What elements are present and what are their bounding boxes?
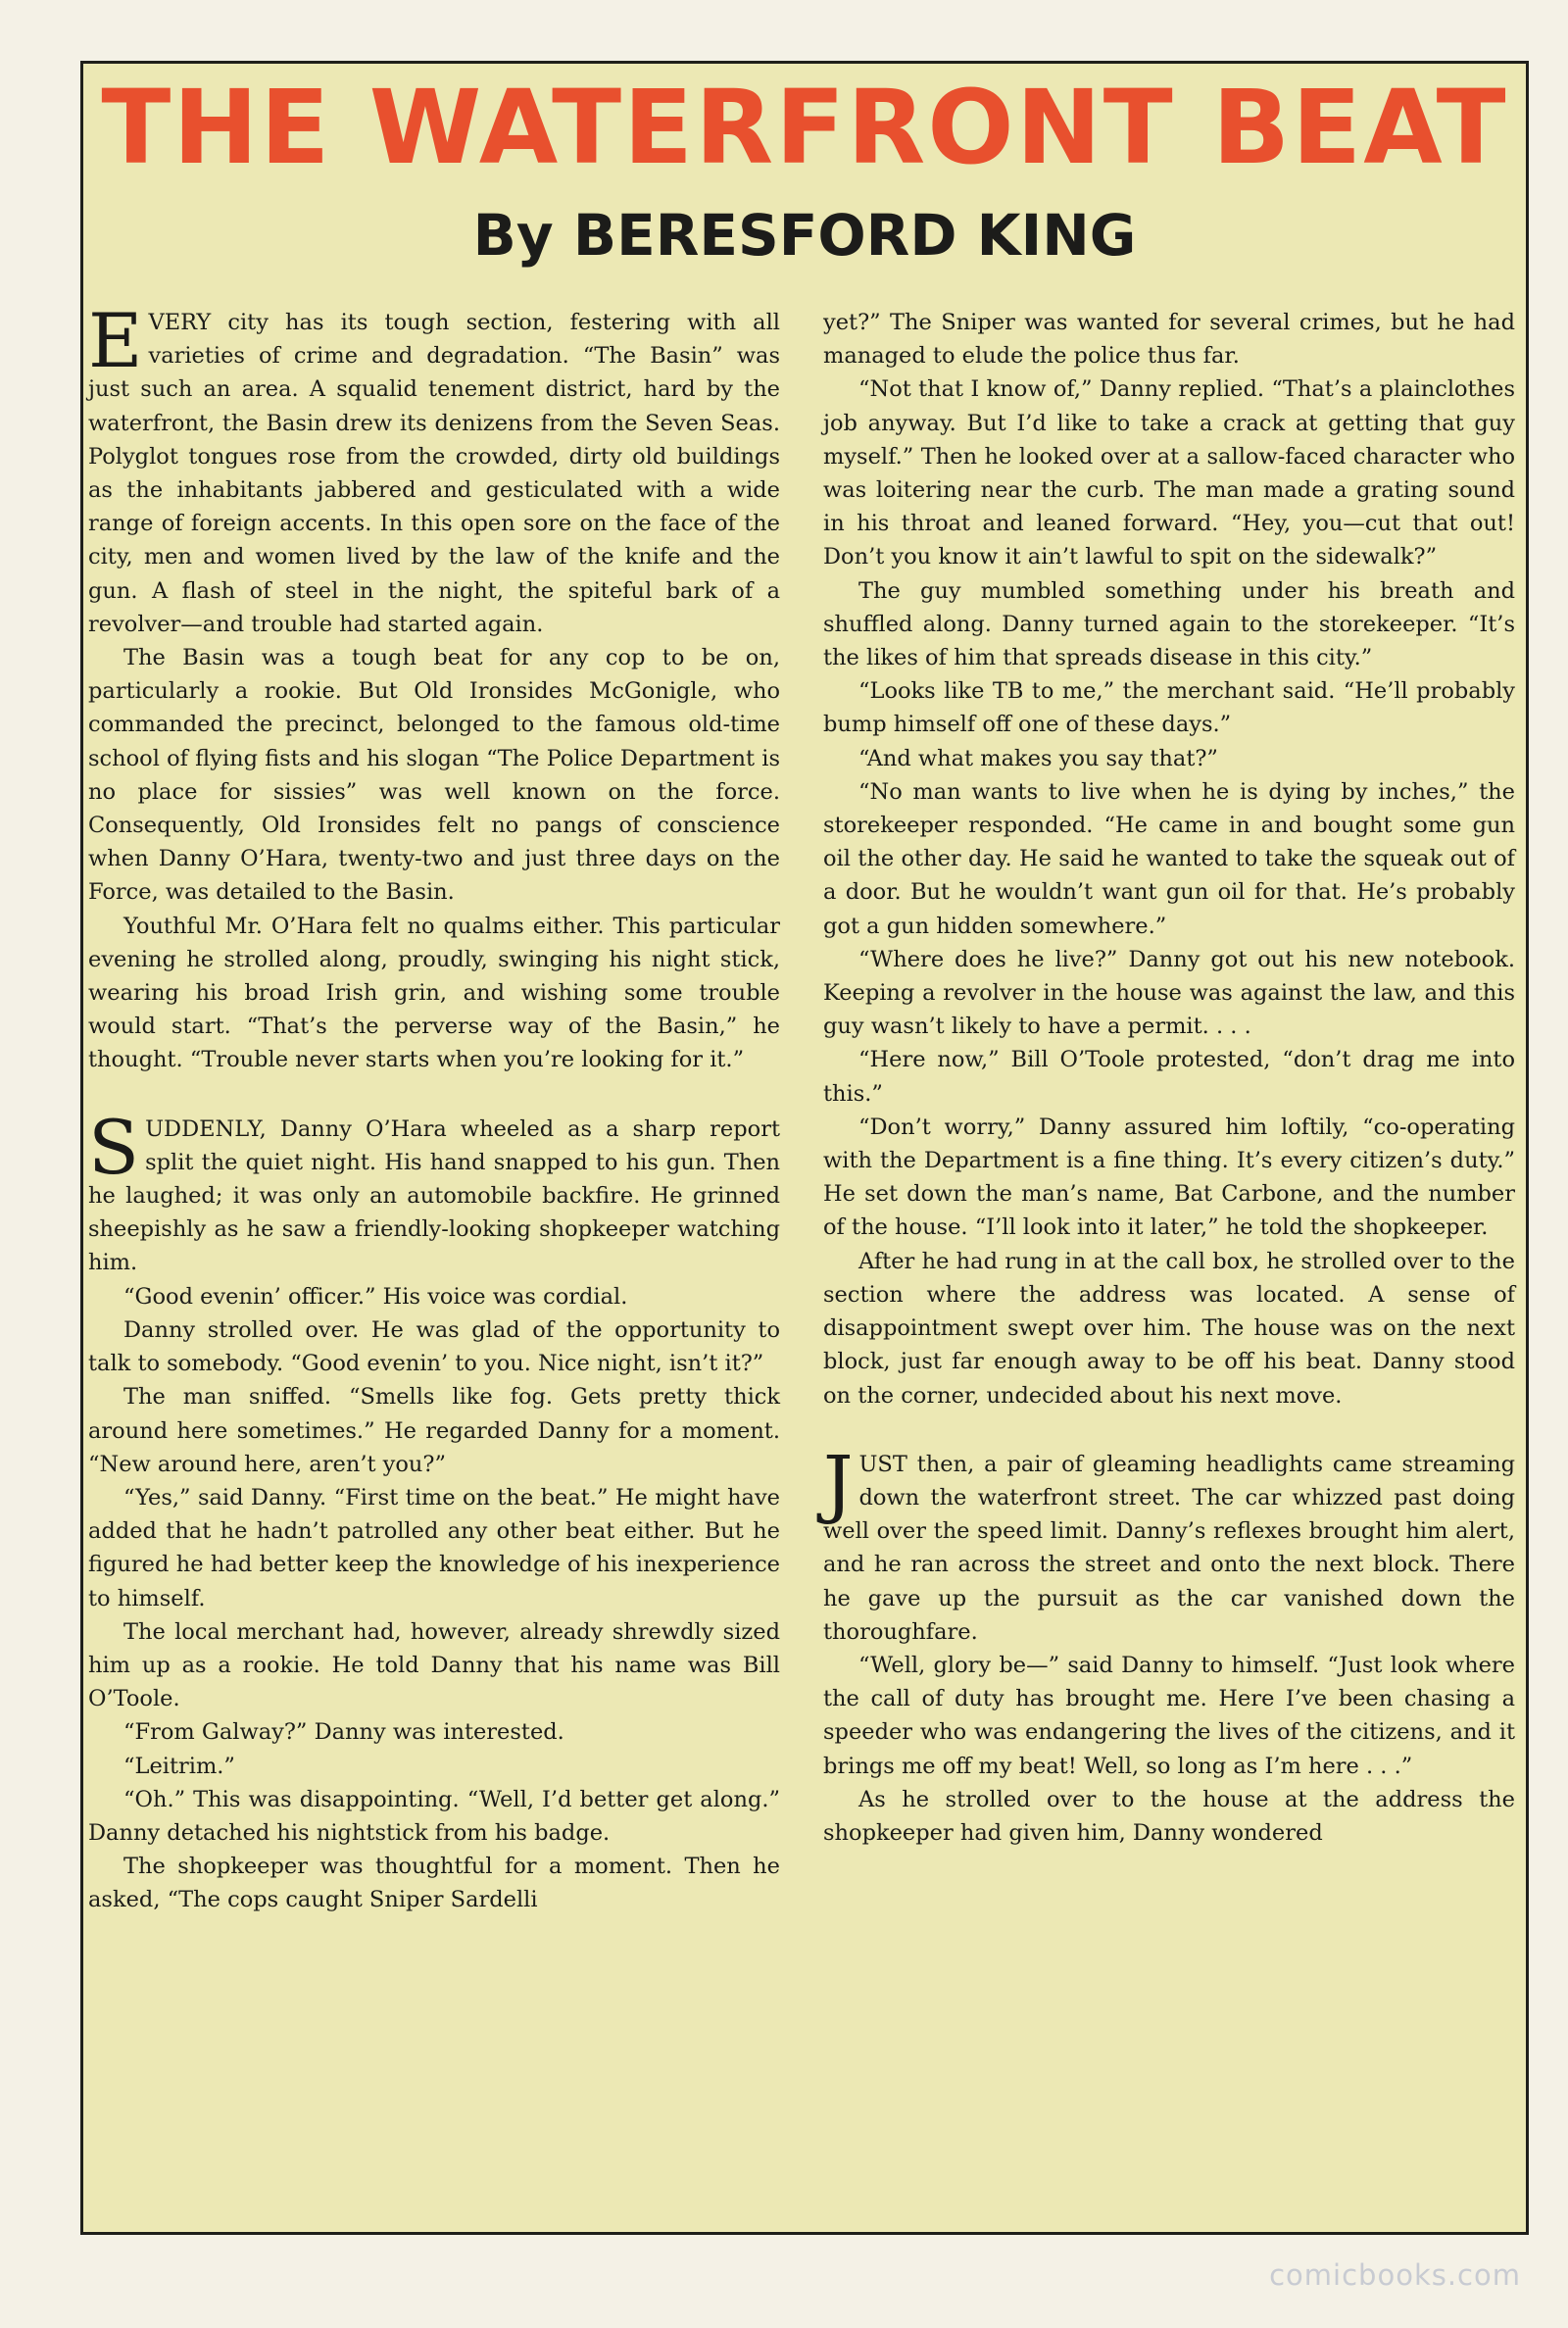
paragraph: [88, 1280, 780, 1313]
paragraph-text: UDDENLY, Danny O’Hara wheeled as a sharp report split the quiet night. His hand snapped to his gun. Then he laughed; it was only an automobile backfire. He grinned sheepishly as he saw a friendly-looking shopkeeper watching him.: [88, 1115, 780, 1276]
paragraph-text: VERY city has its tough section, festering with all varieties of crime and degradation. “The Basin” was just such an area. A squalid tenement district, hard by the waterfront, the Basin drew its denizens from the Seven Seas. Polyglot tongues rose from the crowded, dirty old buildings as the inhabitants jabbered and gesticulated with a wide range of foreign accents. In this open sore on the face of the city, men and women lived by the law of the knife and the gun. A flash of steel in the night, the spiteful bark of a revolver—and trouble had started again.: [88, 310, 780, 637]
paragraph: [88, 1615, 780, 1716]
paragraph: [823, 775, 1515, 943]
paragraph-text: The Basin was a tough beat for any cop to be on, particularly a rookie. But Old Ironsides McGonigle, who commanded the precinct, belonged to the famous old-time school of flying fists and his slogan “The Police Department is no place for sissies” was well known on the force. Consequently, Old Ironsides felt no pangs of conscience when Danny O’Hara, twenty-two and just three days on the Force, was detailed to the Basin.: [88, 645, 780, 906]
paragraph-text: yet?” The Sniper was wanted for several crimes, but he had managed to elude the police thus far.: [823, 310, 1515, 370]
paragraph: [88, 297, 780, 641]
paragraph-text: “Oh.” This was disappointing. “Well, I’d better get along.” Danny detached his nightstick from his badge.: [88, 1786, 780, 1846]
paragraph-text: After he had rung in at the call box, he strolled over to the section where the address was located. A sense of disappointment swept over him. The house was on the next block, just far enough away to be off his beat. Danny stood on the corner, undecided about his next move.: [823, 1248, 1515, 1409]
paragraph-text: “Don’t worry,” Danny assured him loftily, “co-operating with the Department is a fine thing. It’s every citizen’s duty.” He set down the man’s name, Bat Carbone, and the number of the house. “I’ll look into it later,” he told the shopkeeper.: [823, 1114, 1515, 1241]
paragraph-text: The local merchant had, however, already shrewdly sized him up as a rookie. He told Danny that his name was Bill O’Toole.: [88, 1618, 780, 1712]
paragraph: [823, 1783, 1515, 1850]
paragraph: [823, 306, 1515, 372]
paragraph-text: “Yes,” said Danny. “First time on the beat.” He might have added that he hadn’t patrolled any other beat either. But he figured he had better keep the knowledge of his inexperience to himself.: [88, 1484, 780, 1611]
paragraph: [88, 910, 780, 1077]
paragraph: [88, 1715, 780, 1749]
paragraph: [88, 1380, 780, 1481]
paragraph: [88, 1481, 780, 1615]
paragraph-text: Danny strolled over. He was glad of the opportunity to talk to somebody. “Good evenin’ to you. Nice night, isn’t it?”: [88, 1316, 780, 1377]
paragraph-text: The man sniffed. “Smells like fog. Gets pretty thick around here sometimes.” He regarded Danny for a moment. “New around here, aren’t you?”: [88, 1384, 780, 1477]
paragraph-text: As he strolled over to the house at the address the shopkeeper had given him, Danny wondered: [823, 1786, 1515, 1846]
paragraph-text: The shopkeeper was thoughtful for a moment. Then he asked, “The cops caught Sniper Sardelli: [88, 1854, 780, 1913]
paragraph-text: “From Galway?” Danny was interested.: [123, 1719, 564, 1746]
paragraph-text: “No man wants to live when he is dying by inches,” the storekeeper responded. “He came in and bought some gun oil the other day. He said he wanted to take the squeak out of a door. But he wouldn’t want gun oil for that. He’s probably got a gun hidden somewhere.”: [823, 778, 1515, 939]
paragraph: [88, 1750, 780, 1783]
paragraph-text: “Where does he live?” Danny got out his new notebook. Keeping a revolver in the house was against the law, and this guy wasn’t likely to have a permit. . . .: [823, 946, 1515, 1040]
paragraph-text: “Good evenin’ officer.” His voice was cordial.: [123, 1283, 628, 1310]
story-title: THE WATERFRONT BEAT: [101, 68, 1508, 187]
paragraph-text: “Leitrim.”: [123, 1753, 235, 1779]
drop-cap: S: [88, 1103, 140, 1191]
paragraph: [823, 1111, 1515, 1245]
paragraph: [823, 574, 1515, 675]
paragraph: [88, 1103, 780, 1280]
paragraph: [823, 372, 1515, 573]
paragraph: [823, 943, 1515, 1044]
site-watermark: comicbooks.com: [1269, 2258, 1521, 2292]
paragraph-text: The guy mumbled something under his breath and shuffled along. Danny turned again to the storekeeper. “It’s the likes of him that spreads disease in this city.”: [823, 577, 1515, 671]
drop-cap: J: [823, 1438, 854, 1526]
paragraph-text: “And what makes you say that?”: [858, 745, 1218, 771]
paragraph: [88, 641, 780, 910]
paragraph: [823, 674, 1515, 741]
paragraph: [88, 1850, 780, 1916]
right-column: [823, 306, 1515, 1850]
drop-cap: E: [88, 297, 143, 384]
paragraph-text: “Here now,” Bill O’Toole protested, “don’t drag me into this.”: [823, 1047, 1515, 1107]
paragraph: [88, 1313, 780, 1380]
paragraph-text: “Not that I know of,” Danny replied. “That’s a plainclothes job anyway. But I’d like to take a crack at getting that guy myself.” Then he looked over at a sallow-faced character who was loitering near the curb. The man made a grating sound in his throat and leaned forward. “Hey, you—cut that out! Don’t you know it ain’t lawful to spit on the sidewalk?”: [823, 376, 1515, 570]
left-column: [88, 297, 780, 1917]
paragraph: [823, 1043, 1515, 1110]
paragraph-text: “Well, glory be—” said Danny to himself. “Just look where the call of duty has brought me. Here I’ve been chasing a speeder who was endangering the lives of the citizens, and it brings me off my beat! Well, so long as I’m here . . .”: [823, 1652, 1515, 1779]
paragraph-text: Youthful Mr. O’Hara felt no qualms either. This particular evening he strolled along, proudly, swinging his night stick, wearing his broad Irish grin, and wishing some trouble would start. “That’s the perverse way of the Basin,” he thought. “Trouble never starts when you’re looking for it.”: [88, 913, 780, 1073]
paragraph-text: UST then, a pair of gleaming headlights came streaming down the waterfront street. The car whizzed past doing well over the speed limit. Danny’s reflexes brought him alert, and he ran across the street and onto the next block. There he gave up the pursuit as the car vanished down the thoroughfare.: [823, 1451, 1515, 1645]
paragraph: [823, 742, 1515, 775]
byline: By BERESFORD KING: [472, 202, 1137, 269]
paragraph: [823, 1438, 1515, 1649]
paragraph-text: “Looks like TB to me,” the merchant said. “He’ll probably bump himself off one of these days.”: [823, 678, 1515, 738]
paragraph: [823, 1649, 1515, 1783]
paragraph: [88, 1783, 780, 1850]
paragraph: [823, 1245, 1515, 1412]
